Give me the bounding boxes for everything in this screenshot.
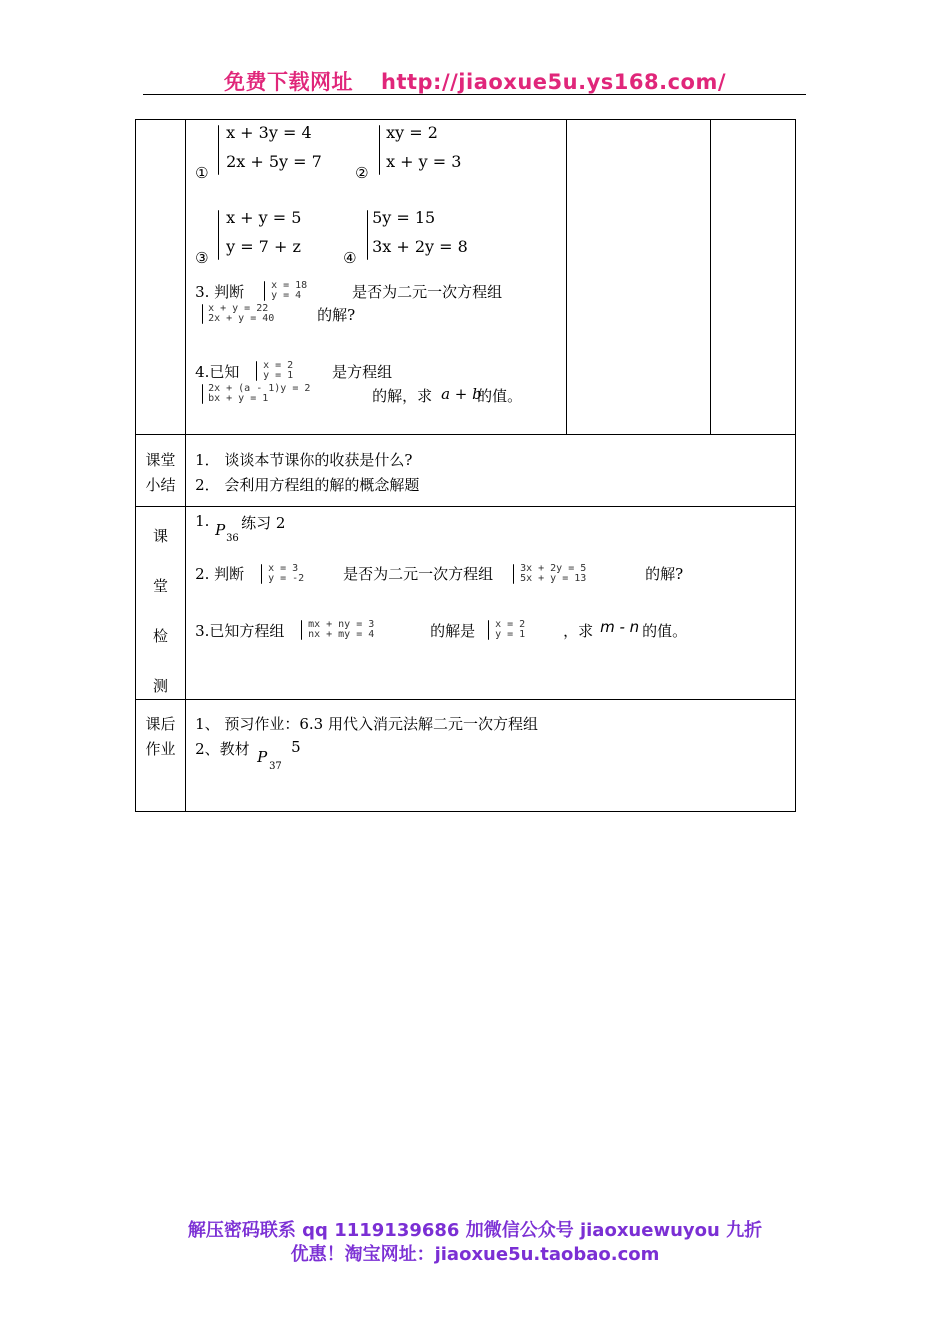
brace-icon — [513, 564, 514, 584]
test-q3-system-eq1: mx + ny = 3 — [308, 619, 375, 630]
q4-suffix-b: 的值。 — [477, 387, 523, 405]
table-row — [136, 120, 796, 435]
header-site-name: 免费下载网址 — [224, 70, 353, 94]
q3-system-eq1: x + y = 22 — [208, 303, 269, 314]
test-q3-solution-x: x = 2 — [495, 619, 526, 630]
q3-prefix: 3. 判断 — [195, 283, 245, 301]
q4-prefix: 4.已知 — [195, 363, 240, 381]
system-1-eq2: 2x + 5y = 7 — [226, 152, 322, 171]
brace-icon — [301, 620, 302, 640]
brace-icon — [367, 210, 368, 260]
q3-middle: 是否为二元一次方程组 — [352, 283, 503, 301]
test-label-char: 课 — [153, 527, 169, 545]
q3-system-eq2: 2x + y = 40 — [208, 313, 275, 324]
brace-icon — [379, 125, 380, 175]
header-url[interactable]: http://jiaoxue5u.ys168.com/ — [381, 70, 726, 94]
exercise-cell — [186, 120, 567, 435]
q3-suffix: 的解? — [317, 306, 356, 324]
homework-page-num: 37 — [269, 761, 282, 772]
system-4-number: ④ — [343, 249, 357, 267]
brace-icon — [202, 304, 203, 324]
table-row — [136, 507, 796, 700]
brace-icon — [218, 210, 219, 260]
summary-label — [136, 435, 186, 507]
table-row — [136, 435, 796, 507]
test-label-char: 堂 — [153, 577, 169, 595]
footer-line-2: 优惠！淘宝网址：jiaoxue5u.taobao.com — [290, 1244, 660, 1265]
test-q2-prefix: 2. 判断 — [195, 565, 245, 583]
test-q2-middle: 是否为二元一次方程组 — [343, 565, 494, 583]
test-q2-system-eq2: 5x + y = 13 — [520, 573, 587, 584]
brace-icon — [261, 564, 262, 584]
empty-cell — [710, 120, 795, 435]
test-q2-solution-y: y = -2 — [268, 573, 305, 584]
header-divider — [143, 94, 806, 95]
test-q3-middle: 的解是 — [430, 622, 476, 640]
test-q1-suffix: 练习 2 — [241, 514, 286, 532]
q4-system-eq1: 2x + (a - 1)y = 2 — [208, 383, 311, 394]
test-label-char: 测 — [153, 677, 169, 695]
test-q3-comma: ，求 — [563, 622, 594, 640]
homework-label-line1: 课后 — [145, 715, 176, 733]
test-q3-prefix: 3.已知方程组 — [195, 622, 285, 640]
table-row — [136, 700, 796, 812]
summary-item-1: 1． 谈谈本节课你的收获是什么? — [195, 451, 413, 469]
q4-system-eq2: bx + y = 1 — [208, 393, 269, 404]
system-3-eq2: y = 7 + z — [226, 237, 301, 256]
system-1-eq1: x + 3y = 4 — [226, 123, 312, 142]
test-q3-expression: m - n — [600, 618, 640, 636]
empty-cell — [566, 120, 710, 435]
q4-suffix-a: 的解，求 — [372, 387, 433, 405]
system-3-eq1: x + y = 5 — [226, 208, 302, 227]
test-cell — [186, 507, 796, 700]
homework-item-2-prefix: 2、教材 — [195, 740, 250, 758]
brace-icon — [488, 620, 489, 640]
test-q3-suffix: 的值。 — [642, 622, 688, 640]
summary-label-line2: 小结 — [145, 476, 176, 494]
brace-icon — [202, 384, 203, 404]
homework-cell — [186, 700, 796, 812]
test-q2-suffix: 的解? — [645, 565, 684, 583]
system-3-number: ③ — [195, 249, 209, 267]
page-header — [0, 66, 950, 96]
lesson-table — [135, 119, 796, 812]
test-q2-system-eq1: 3x + 2y = 5 — [520, 563, 587, 574]
test-q1-page-num: 36 — [226, 533, 239, 544]
test-label-char: 检 — [153, 627, 169, 645]
page-footer — [0, 1219, 950, 1267]
system-1-number: ① — [195, 164, 209, 182]
q4-solution-x: x = 2 — [263, 360, 294, 371]
q3-solution-y: y = 4 — [271, 290, 302, 301]
homework-item-2-suffix: 5 — [291, 738, 301, 756]
test-q1-prefix: 1. — [195, 512, 210, 530]
homework-item-1: 1、 预习作业：6.3 用代入消元法解二元一次方程组 — [195, 715, 538, 733]
q4-solution-y: y = 1 — [263, 370, 294, 381]
empty-label-cell — [136, 120, 186, 435]
footer-line-1: 解压密码联系 qq 1119139686 加微信公众号 jiaoxuewuyou 九折 — [187, 1220, 763, 1241]
test-q3-solution-y: y = 1 — [495, 629, 526, 640]
system-4-eq2: 3x + 2y = 8 — [372, 237, 468, 256]
summary-label-line1: 课堂 — [145, 451, 176, 469]
q3-solution-x: x = 18 — [271, 280, 308, 291]
summary-cell — [186, 435, 796, 507]
q4-expression: a + b — [441, 385, 482, 403]
test-q1-page-letter: P — [215, 521, 226, 539]
homework-page-letter: P — [257, 748, 268, 766]
q4-middle: 是方程组 — [332, 363, 393, 381]
test-label — [136, 507, 186, 700]
system-2-number: ② — [355, 164, 369, 182]
system-2-eq2: x + y = 3 — [386, 152, 462, 171]
brace-icon — [218, 125, 219, 175]
test-q3-system-eq2: nx + my = 4 — [308, 629, 375, 640]
homework-label — [136, 700, 186, 812]
system-2-eq1: xy = 2 — [386, 123, 438, 142]
test-q2-solution-x: x = 3 — [268, 563, 299, 574]
summary-item-2: 2． 会利用方程组的解的概念解题 — [195, 476, 420, 494]
brace-icon — [256, 361, 257, 381]
brace-icon — [264, 281, 265, 301]
system-4-eq1: 5y = 15 — [372, 208, 436, 227]
homework-label-line2: 作业 — [145, 740, 176, 758]
